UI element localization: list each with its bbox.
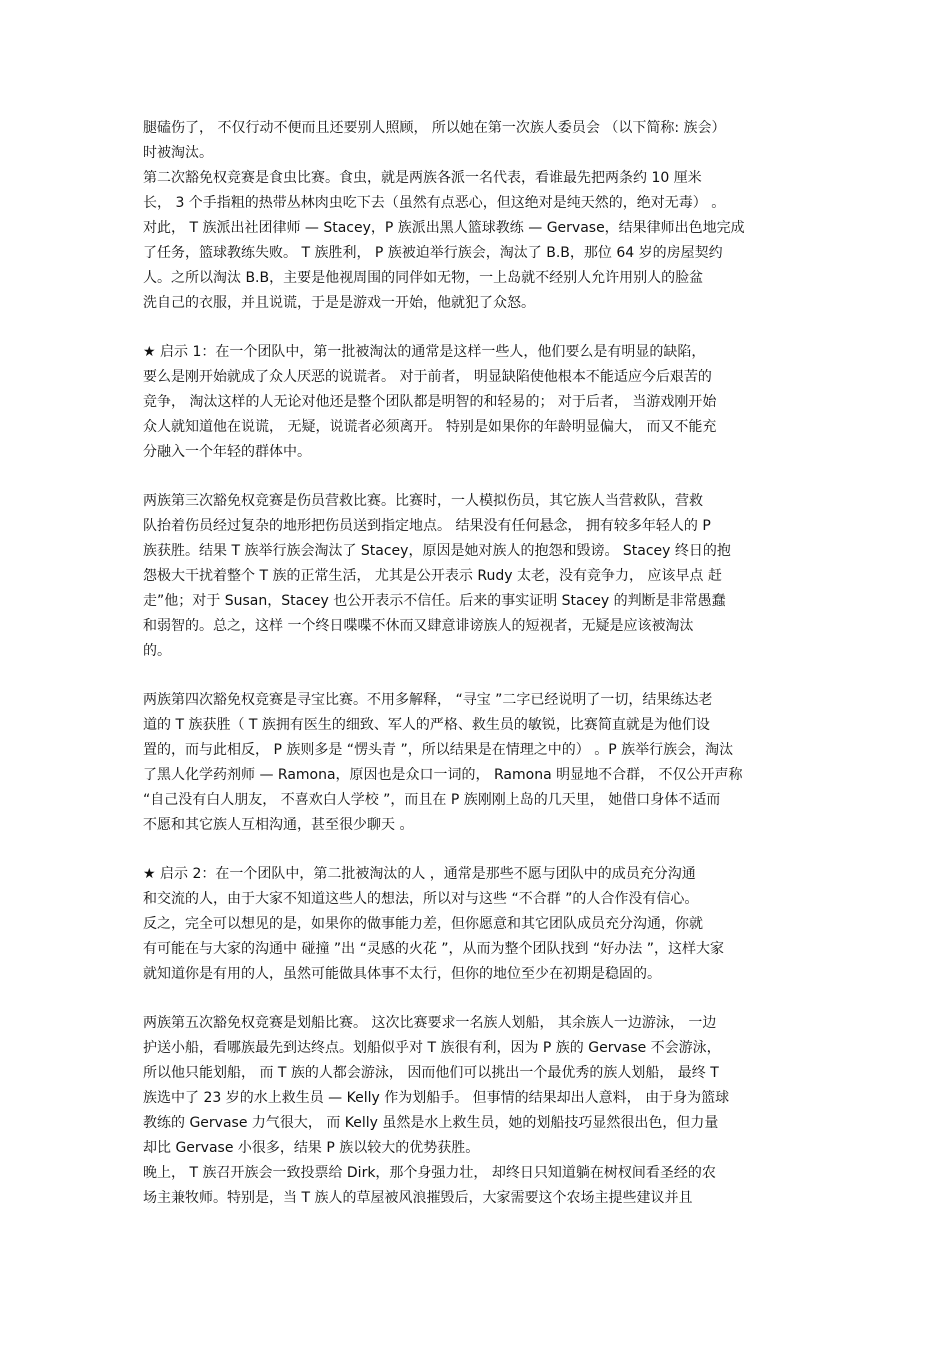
text-line: 第二次豁免权竞赛是食虫比赛。食虫，就是两族各派一名代表，看谁最先把两条约 10 厘米 xyxy=(143,170,702,186)
text-line: 人。之所以淘汰 B.B，主要是他视周围的同伴如无物，一上岛就不经别人允许用别人的脸盆 xyxy=(143,270,704,286)
paragraph-spacer xyxy=(143,987,813,1011)
text-line: 竞争， 淘汰这样的人无论对他还是整个团队都是明智的和轻易的； 对于后者， 当游戏刚开始 xyxy=(143,394,717,410)
text-line: 要么是刚开始就成了众人厌恶的说谎者。 对于前者， 明显缺陷使他根本不能适应今后艰苦的 xyxy=(143,369,712,385)
paragraph-spacer xyxy=(143,316,813,340)
text-line: 不愿和其它族人互相沟通，甚至很少聊天 。 xyxy=(143,817,414,833)
text-line: 了任务，篮球教练失败。 T 族胜利， P 族被迫举行族会，淘汰了 B.B，那位 64 岁的房屋契约 xyxy=(143,245,723,261)
text-line: 有可能在与大家的沟通中 碰撞 ”出 “灵感的火花 ”，从而为整个团队找到 “好办法 ”，这样大家 xyxy=(143,941,724,957)
text-line: 洗自己的衣服，并且说谎，于是是游戏一开始，他就犯了众怒。 xyxy=(143,295,535,311)
text-line: 怨极大干扰着整个 T 族的正常生活， 尤其是公开表示 Rudy 太老，没有竞争力， 应该早点 赶 xyxy=(143,568,722,584)
text-line: 就知道你是有用的人，虽然可能做具体事不太行，但你的地位至少在初期是稳固的。 xyxy=(143,966,661,982)
text-line: 置的，而与此相反， P 族则多是 “愣头青 ”，所以结果是在情理之中的） 。P 族举行族会，淘汰 xyxy=(143,742,734,758)
document-body xyxy=(143,116,813,1211)
text-line: 和交流的人，由于大家不知道这些人的想法，所以对与这些 “不合群 ”的人合作没有信心。 xyxy=(143,891,699,907)
paragraph-spacer xyxy=(143,664,813,688)
text-line: 走”他；对于 Susan，Stacey 也公开表示不信任。后来的事实证明 Stacey 的判断是非常愚蠢 xyxy=(143,593,726,609)
paragraph-spacer xyxy=(143,465,813,489)
paragraph-spacer xyxy=(143,838,813,862)
text-line: 分融入一个年轻的群体中。 xyxy=(143,444,311,460)
text-line: 道的 T 族获胜（ T 族拥有医生的细致、军人的严格、救生员的敏锐，比赛简直就是为他们设 xyxy=(143,717,710,733)
text-line: 的。 xyxy=(143,643,171,659)
text-line: 却比 Gervase 小很多，结果 P 族以较大的优势获胜。 xyxy=(143,1140,480,1156)
paragraph xyxy=(143,688,813,838)
paragraph xyxy=(143,862,813,987)
text-line: 场主兼牧师。特别是，当 T 族人的草屋被风浪摧毁后，大家需要这个农场主提些建议并且 xyxy=(143,1190,693,1206)
text-line: 腿磕伤了， 不仅行动不便而且还要别人照顾， 所以她在第一次族人委员会 （以下简称: 族会） xyxy=(143,120,726,136)
text-line: “自己没有白人朋友， 不喜欢白人学校 ”，而且在 P 族刚刚上岛的几天里， 她借口身体不适而 xyxy=(143,792,721,808)
text-line: 族选中了 23 岁的水上救生员 — Kelly 作为划船手。 但事情的结果却出人意料， 由于身为篮球 xyxy=(143,1090,730,1106)
text-line: ★ 启示 2：在一个团队中，第二批被淘汰的人 ，通常是那些不愿与团队中的成员充分沟通 xyxy=(143,866,696,882)
text-line: 两族第五次豁免权竞赛是划船比赛。 这次比赛要求一名族人划船， 其余族人一边游泳， 一边 xyxy=(143,1015,717,1031)
paragraph xyxy=(143,340,813,465)
text-line: 教练的 Gervase 力气很大， 而 Kelly 虽然是水上救生员，她的划船技巧显然很出色，但力量 xyxy=(143,1115,719,1131)
text-line: 了黑人化学药剂师 — Ramona，原因也是众口一词的， Ramona 明显地不合群， 不仅公开声称 xyxy=(143,767,743,783)
text-line: ★ 启示 1：在一个团队中，第一批被淘汰的通常是这样一些人，他们要么是有明显的缺陷， xyxy=(143,344,706,360)
paragraph xyxy=(143,489,813,664)
text-line: 时被淘汰。 xyxy=(143,145,213,161)
paragraph xyxy=(143,1011,813,1211)
text-line: 两族第四次豁免权竞赛是寻宝比赛。不用多解释， “寻宝 ”二字已经说明了一切，结果练达老 xyxy=(143,692,713,708)
text-line: 所以他只能划船， 而 T 族的人都会游泳， 因而他们可以挑出一个最优秀的族人划船， 最终 T xyxy=(143,1065,719,1081)
text-line: 对此， T 族派出社团律师 — Stacey，P 族派出黑人篮球教练 — Gervase，结果律师出色地完成 xyxy=(143,220,745,236)
text-line: 队抬着伤员经过复杂的地形把伤员送到指定地点。 结果没有任何悬念， 拥有较多年轻人的 P xyxy=(143,518,711,534)
text-line: 众人就知道他在说谎， 无疑，说谎者必须离开。 特别是如果你的年龄明显偏大， 而又不能充 xyxy=(143,419,717,435)
text-line: 两族第三次豁免权竞赛是伤员营救比赛。比赛时，一人模拟伤员，其它族人当营救队，营救 xyxy=(143,493,703,509)
text-line: 反之，完全可以想见的是，如果你的做事能力差，但你愿意和其它团队成员充分沟通，你就 xyxy=(143,916,703,932)
text-line: 族获胜。结果 T 族举行族会淘汰了 Stacey，原因是她对族人的抱怨和毁谤。 Stacey 终日的抱 xyxy=(143,543,731,559)
paragraph xyxy=(143,116,813,316)
text-line: 和弱智的。总之，这样 一个终日喋喋不休而又肆意诽谤族人的短视者，无疑是应该被淘汰 xyxy=(143,618,694,634)
text-line: 晚上， T 族召开族会一致投票给 Dirk，那个身强力壮， 却终日只知道躺在树杈间看圣经的农 xyxy=(143,1165,716,1181)
text-line: 护送小船，看哪族最先到达终点。划船似乎对 T 族很有利，因为 P 族的 Gervase 不会游泳， xyxy=(143,1040,721,1056)
text-line: 长， 3 个手指粗的热带丛林肉虫吃下去（虽然有点恶心，但这绝对是纯天然的，绝对无毒） 。 xyxy=(143,195,726,211)
